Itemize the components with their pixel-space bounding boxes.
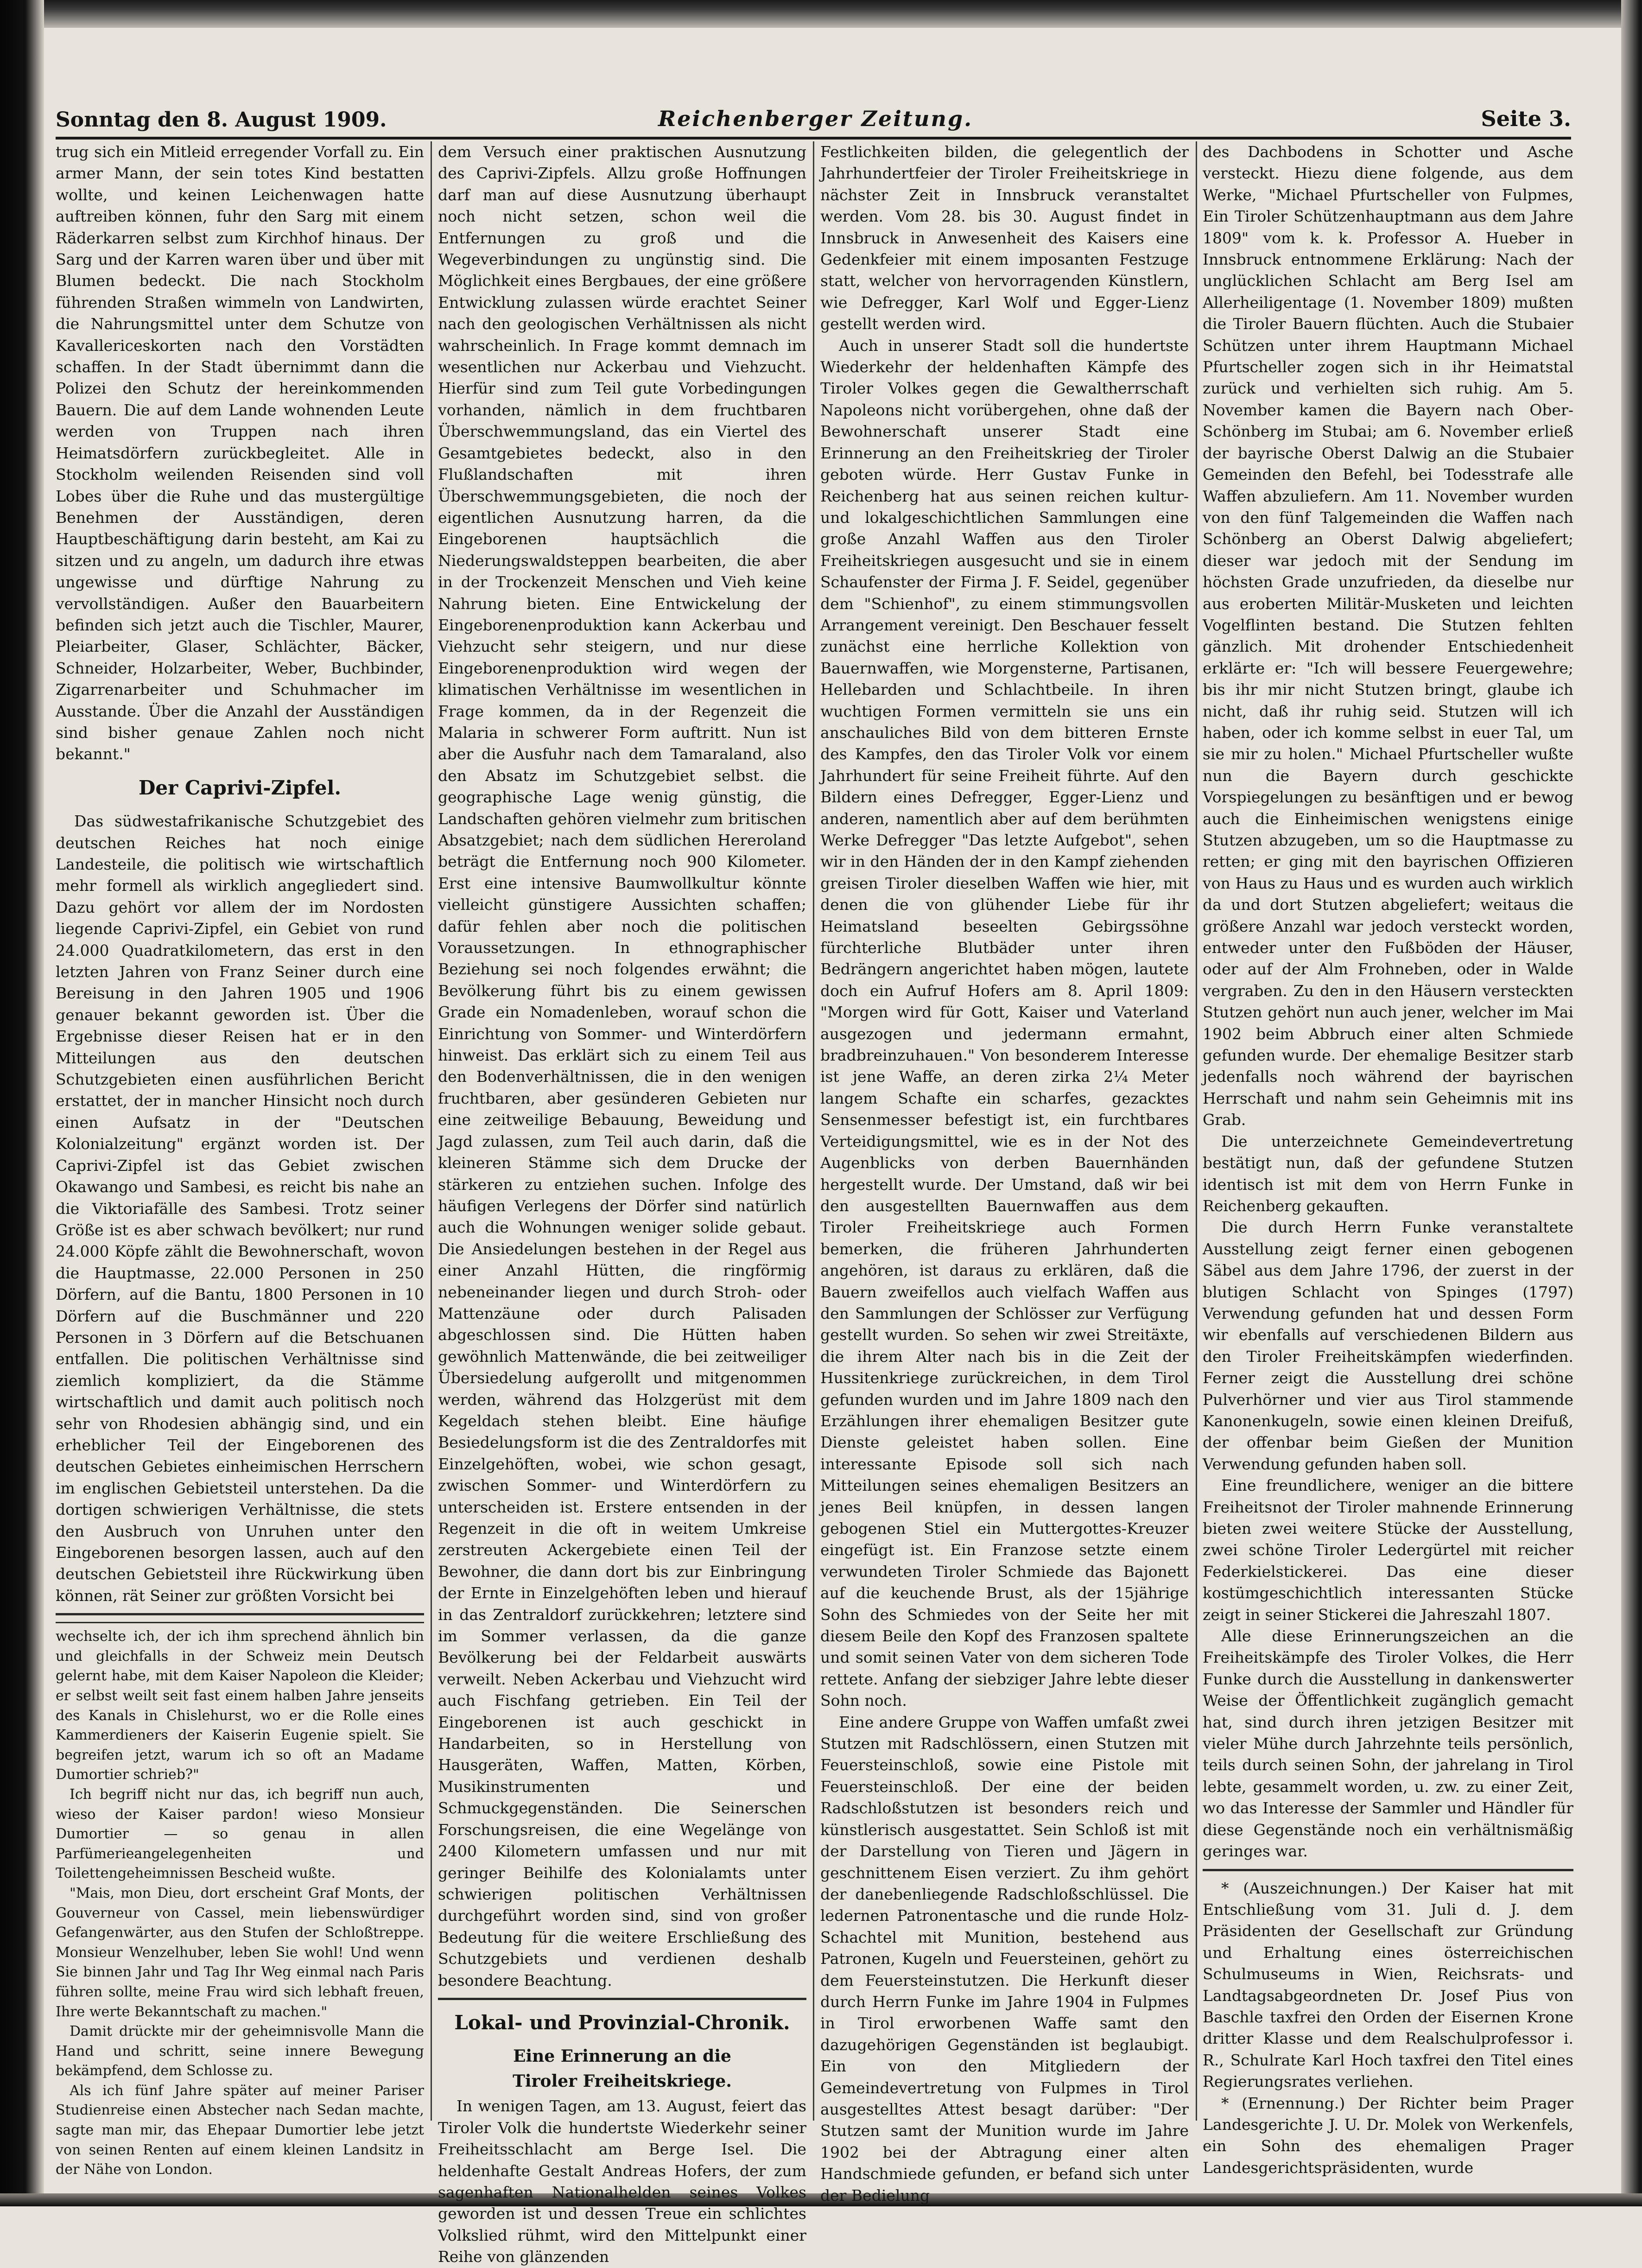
feuilleton-divider xyxy=(56,1613,424,1615)
column-rule xyxy=(813,141,814,2121)
article-paragraph: des Dachbodens in Schotter und Asche versteckt. Hiezu diene folgende, aus dem Werke, "Michael Pfurtscheller von Fulpmes, Ein Tiroler Schützenhauptmann aus dem Jahre 1809" vom k. k. Professor A. Hueber in Innsbruck entnommene Erklärung: Nach der unglücklichen Schlacht am Berg Isel am Allerheiligentage (1. November 1809) mußten die Tiroler Bauern flüchten. Auch die Stubaier Schützen unter ihrem Hauptmann Michael Pfurtscheller zogen sich in ihr Heimatstal zurück und verhielten sich ruhig. Am 5. November kamen die Bayern nach Ober-Schönberg im Stubai; am 6. November erließ der bayrische Oberst Dalwig an die Stubaier Gemeinden den Befehl, bei Todesstrafe alle Waffen abzuliefern. Am 11. November wurden von den fünf Talgemeinden die Waffen nach Schönberg an Oberst Dalwig abgeliefert; dieser war jedoch mit der Sendung im höchsten Grade unzufrieden, da dieselbe nur aus eroberten Militär-Musketen und leichten Vogelflinten bestand. Die Stutzen fehlten gänzlich. Mit drohender Entschiedenheit erklärte er: "Ich will bessere Feuergewehre; bis ihr mir nicht Stutzen bringt, glaube ich nicht, daß ihr ruhig seid. Stutzen will ich haben, oder ich komme selbst in euer Tal, um sie mir zu holen." Michael Pfurtscheller wußte nun die Bayern durch geschickte Vorspiegelungen zu besänftigen und er bewog auch die Einheimischen wenigstens einige Stutzen abzugeben, um so die Hauptmasse zu retten; er ging mit den bayrischen Offizieren von Haus zu Haus und es wurden auch wirklich da und dort Stutzen abgeliefert; weitaus die größere Anzahl war jedoch versteckt worden, entweder unter den Fußböden der Häuser, oder auf der Alm Frohneben, oder in Walde vergraben. Zu den in den Häusern versteckten Stutzen gehört nun auch jener, welcher im Mai 1902 beim Abbruch einer alten Schmiede gefunden wurde. Der ehemalige Besitzer starb jedenfalls noch während der bayrischen Herrschaft und nahm sein Geheimnis mit ins Grab. xyxy=(1203,143,1573,1129)
section-title-chronik: Lokal- und Provinzial-Chronik. xyxy=(454,2011,790,2034)
article-paragraph: Festlichkeiten bilden, die gelegentlich der Jahrhundertfeier der Tiroler Freiheitskriege in nächster Zeit in Innsbruck veranstaltet werden. Vom 28. bis 30. August findet in Innsbruck in Anwesenheit des Kaisers eine Gedenkfeier mit einem imposanten Festzuge statt, welcher von hervorragenden Künstlern, wie Defregger, Karl Wolf und Egger-Lienz gestellt werden wird. xyxy=(820,143,1189,333)
feuilleton-paragraph: wechselte ich, der ich ihm sprechend ähnlich bin und gleichfalls in der Schweiz mein Deutsch gelernt habe, mit dem Kaiser Napoleon die Kleider; er selbst weilt seit fast einem halben Jahre jenseits des Kanals in Chislehurst, wo er die Rolle eines Kammerdieners der Kaiserin Eugenie spielt. Sie begreifen jetzt, warum ich so oft an Madame Dumortier schrieb?" xyxy=(56,1628,424,1783)
article-paragraph: Die unterzeichnete Gemeindevertretung bestätigt nun, daß der gefundene Stutzen identisch ist mit dem von Herrn Funke in Reichenberg gekauften. xyxy=(1203,1132,1573,1215)
feuilleton-divider xyxy=(56,1622,424,1623)
scan-border-top xyxy=(0,0,1642,28)
article-paragraph: Die durch Herrn Funke veranstaltete Ausstellung zeigt ferner einen gebogenen Säbel aus dem Jahre 1796, der zuerst in der blutigen Schlacht von Spinges (1797) Verwendung gefunden hat und dessen Form wir ebenfalls auf verschiedenen Bildern aus den Tiroler Freiheitskämpfen wiederfinden. Ferner zeigt die Ausstellung drei schöne Pulverhörner und vier aus Tirol stammende Kanonenkugeln, sowie einen kleinen Dreifuß, der offenbar beim Gießen der Munition Verwendung gefunden haben soll. xyxy=(1203,1218,1573,1473)
scan-border-left xyxy=(0,0,44,2206)
article-paragraph: Alle diese Erinnerungszeichen an die Freiheitskämpfe des Tiroler Volkes, die Herr Funke durch die Ausstellung in dankenswerter Weise der Öffentlichkeit zugänglich gemacht hat, sind durch ihren jetzigen Besitzer mit vieler Mühe durch Jahrzehnte teils persönlich, teils durch seinen Sohn, der jahrelang in Tirol lebte, gesammelt worden, u. zw. zu einer Zeit, wo das Interesse der Sammler und Händler für diese Gegenstände noch ein verhältnismäßig geringes war. xyxy=(1203,1627,1573,1861)
section-divider xyxy=(1203,1869,1573,1871)
article-paragraph: dem Versuch einer praktischen Ausnutzung des Caprivi-Zipfels. Allzu große Hoffnungen darf man auf diese Ausnutzung überhaupt noch nicht setzen, schon weil die Entfernungen zu groß und die Wegeverbindungen zu ungünstig sind. Die Möglichkeit eines Bergbaues, der eine größere Entwicklung zulassen würde erachtet Seiner nach den geologischen Verhältnissen als nicht wahrscheinlich. In Frage kommt demnach im wesentlichen nur Ackerbau und Viehzucht. Hierfür sind zum Teil gute Vorbedingungen vorhanden, nämlich in dem fruchtbaren Überschwemmungsland, das ein Viertel des Gesamtgebietes bedeckt, also in den Flußlandschaften mit ihren Überschwemmungsgebieten, die noch der eigentlichen Ausnutzung harren, da die Eingeborenen hauptsächlich die Niederungswaldsteppen bearbeiten, die aber in der Trockenzeit Menschen und Vieh keine Nahrung bieten. Eine Entwickelung der Eingeborenenproduktion kann Ackerbau und Viehzucht sehr steigern, und nur diese Eingeborenenproduktion wird wegen der klimatischen Verhältnisse im wesentlichen in Frage kommen, da in der Regenzeit die Malaria in schwerer Form auftritt. Nun ist aber die Ausfuhr nach dem Tamaraland, also den Absatz im Schutzgebiet selbst. die geographische Lage wenig günstig, die Landschaften gehören vielmehr zum britischen Absatzgebiet; nach dem südlichen Hereroland beträgt die Entfernung noch 900 Kilometer. Erst eine intensive Baumwollkultur könnte vielleicht günstigere Aussichten schaffen; dafür fehlen aber noch die politischen Voraussetzungen. In ethnographischer Beziehung sei noch folgendes erwähnt; die Bevölkerung führt bis zu einem gewissen Grade ein Nomadenleben, worauf schon die Einrichtung von Sommer- und Winterdörfern hinweist. Das erklärt sich zu einem Teil aus den Bodenverhältnissen, die in den wenigen fruchtbaren, aber gesünderen Gebieten nur eine zeitweilige Bebauung, Beweidung und Jagd zulassen, zum Teil auch darin, daß die kleineren Stämme sich dem Drucke der stärkeren zu entziehen suchen. Infolge des häufigen Verlegens der Dörfer sind natürlich auch die Wohnungen weniger solide gebaut. Die Ansiedelungen bestehen in der Regel aus einer Anzahl Hütten, die ringförmig nebeneinander liegen und durch Stroh- oder Mattenzäune oder durch Palisaden abgeschlossen sind. Die Hütten haben gewöhnlich Mattenwände, die bei zeitweiliger Übersiedelung aufgerollt und mitgenommen werden, während das Holzgerüst mit dem Kegeldach stehen bleibt. Eine häufige Besiedelungsform ist die des Zentraldorfes mit Einzelgehöften, wobei, wie schon gesagt, zwischen Sommer- und Winterdörfern zu unterscheiden ist. Erstere entsenden in der Regenzeit in die oft in weitem Umkreise zerstreuten Ackergebiete einen Teil der Bewohner, die dann dort bis zur Einbringung der Ernte in Einzelgehöften leben und hierauf in das Zentraldorf zurückkehren; letztere sind im Sommer verlassen, da die ganze Bevölkerung bei der Feldarbeit auswärts verweilt. Neben Ackerbau und Viehzucht wird auch Fischfang getrieben. Ein Teil der Eingeborenen ist auch geschickt in Handarbeiten, so in Herstellung von Hausgeräten, Waffen, Matten, Körben, Musikinstrumenten und Schmuckgegenständen. Die Seinerschen Forschungsreisen, die eine Wegelänge von 2400 Kilometern umfassen und nur mit geringer Beihilfe des Kolonialamts unter schwierigen politischen Verhältnissen durchgeführt worden sind, sind von großer Bedeutung für die weitere Erschließung des Schutzgebiets und verdienen deshalb besondere Beachtung. xyxy=(438,143,806,1989)
feuilleton-paragraph: "Mais, mon Dieu, dort erscheint Graf Monts, der Gouverneur von Cassel, mein liebenswürdiger Gefangenwärter, aus den Stufen der Schloßtreppe. Monsieur Wenzelhuber, leben Sie wohl! Und wenn Sie binnen Jahr und Tag Ihr Weg einmal nach Paris führen sollte, meine Frau wird sich lebhaft freuen, Ihre werte Bekanntschaft zu machen." xyxy=(56,1885,424,2020)
scan-border-right xyxy=(1621,0,1642,2206)
article-paragraph: In wenigen Tagen, am 13. August, feiert das Tiroler Volk die hundertste Wiederkehr seiner Freiheitsschlacht am Berge Isel. Die heldenhafte Gestalt Andreas Hofers, der zum sagenhaften Nationalhelden seines Volkes geworden ist und dessen Treue ein schlichtes Volkslied rühmt, wird den Mittelpunkt einer Reihe von glänzenden xyxy=(438,2097,806,2266)
header-date: Sonntag den 8. August 1909. xyxy=(56,108,387,132)
column-rule xyxy=(1196,141,1197,2121)
news-item: * (Auszeichnungen.) Der Kaiser hat mit Entschließung vom 31. Juli d. J. dem Präsidenten der Gesellschaft zur Gründung und Erhaltung eines österreichischen Schulmuseums in Wien, Reichsrats- und Landtagsabgeordneten Dr. Josef Pius von Baschle taxfrei den Orden der Eisernen Krone dritter Klasse und dem Realschulprofessor i. R., Schulrate Karl Hoch taxfrei den Titel eines Regierungsrates verliehen. xyxy=(1203,1879,1573,2091)
column-3 xyxy=(820,141,1189,2204)
news-item: * (Ernennung.) Der Richter beim Prager Landesgerichte J. U. Dr. Molek von Werkenfels, ein Sohn des ehemaligen Prager Landesgerichtspräsidenten, wurde xyxy=(1203,2094,1573,2177)
article-paragraph: Eine freundlichere, weniger an die bittere Freiheitsnot der Tiroler mahnende Erinnerung bieten zwei weitere Stücke der Ausstellung, zwei schöne Tiroler Ledergürtel mit reicher Federkielstickerei. Das eine dieser kostümgeschichtlich interessanten Stücke zeigt in seiner Stickerei die Jahreszahl 1807. xyxy=(1203,1476,1573,1624)
article-paragraph: Das südwestafrikanische Schutzgebiet des deutschen Reiches hat noch einige Landesteile, die politisch wie wirtschaftlich mehr formell als wirklich angegliedert sind. Dazu gehört vor allem der im Nordosten liegende Caprivi-Zipfel, ein Gebiet von rund 24.000 Quadratkilometern, das erst in den letzten Jahren von Franz Seiner durch eine Bereisung in den Jahren 1905 und 1906 genauer bekannt geworden ist. Über die Ergebnisse dieser Reisen hat er in den Mitteilungen aus den deutschen Schutzgebieten einen ausführlichen Bericht erstattet, der in mancher Hinsicht noch durch einen Aufsatz in der "Deutschen Kolonialzeitung" ergänzt worden ist. Der Caprivi-Zipfel ist das Gebiet zwischen Okawango und Sambesi, es reicht bis nahe an die Viktoriafälle des Sambesi. Trotz seiner Größe ist es aber schwach bevölkert; nur rund 24.000 Köpfe zählt die Bewohnerschaft, wovon die Hauptmasse, 22.000 Personen in 250 Dörfern, auf die Bantu, 1800 Personen in 10 Dörfern auf die Buschmänner und 220 Personen in 3 Dörfern auf die Betschuanen entfallen. Die politischen Verhältnisse sind ziemlich kompliziert, da die Stämme wirtschaftlich und damit auch politisch noch sehr von Rhodesien abhängig sind, und ein erheblicher Teil der Eingeborenen des deutschen Gebietes einheimischen Herrschern im englischen Gebietsteil unterstehen. Da die dortigen schwierigen Verhältnisse, die stets den Ausbruch von Unruhen unter den Eingeborenen besorgen lassen, auch auf den deutschen Gebietsteil ihre Rückwirkung üben können, rät Seiner zur größten Vorsicht bei xyxy=(56,812,424,1605)
page-header xyxy=(56,100,1571,140)
feuilleton-paragraph: Ich begriff nicht nur das, ich begriff nun auch, wieso der Kaiser pardon! wieso Monsieur Dumortier — so genau in allen Parfümerieangelegenheiten und Toilettengeheimnissen Bescheid wußte. xyxy=(56,1786,424,1882)
article-subtitle: Eine Erinnerung an die xyxy=(513,2046,731,2066)
feuilleton-paragraph: Als ich fünf Jahre später auf meiner Pariser Studienreise einen Abstecher nach Sedan machte, sagte man mir, das Ehepaar Dumortier lebe jetzt von seinen Renten auf einem kleinen Landsitz in der Nähe von London. xyxy=(56,2082,424,2178)
article-paragraph: Eine andere Gruppe von Waffen umfaßt zwei Stutzen mit Radschlössern, einen Stutzen mit Feuersteinschloß, sowie eine Pistole mit Feuersteinschloß. Der eine der beiden Radschloßstutzen ist besonders reich und künstlerisch ausgestattet. Sein Schloß ist mit der Darstellung von Tieren und Jägern in geschnittenem Eisen verziert. Zu ihm gehört der danebenliegende Radschloßschlüssel. Die ledernen Patronentasche und die runde Holz-Schachtel mit Munition, bestehend aus Patronen, Kugeln und Feuersteinen, gehört zu dem Feuersteinstutzen. Die Herkunft dieser durch Herrn Funke im Jahre 1904 in Fulpmes in Tirol erworbenen Waffe samt den dazugehörigen Gegenständen ist beglaubigt. Ein von den Mitgliedern der Gemeindevertretung von Fulpmes in Tirol ausgestelltes Attest besagt darüber: "Der Stutzen samt der Munition wurde im Jahre 1902 bei der Abtragung einer alten Handschmiede gefunden, er befand sich unter der Bedielung xyxy=(820,1713,1189,2204)
column-rule xyxy=(431,141,432,2121)
column-4 xyxy=(1203,141,1573,2177)
column-1 xyxy=(56,141,424,2178)
article-paragraph: Auch in unserer Stadt soll die hundertste Wiederkehr der heldenhaften Kämpfe des Tiroler Volkes gegen die Gewaltherrschaft Napoleons nicht vorübergehen, ohne daß der Bewohnerschaft unserer Stadt eine Erinnerung an den Freiheitskrieg der Tiroler geboten würde. Herr Gustav Funke in Reichenberg hat aus seinen reichen kultur- und lokalgeschichtlichen Sammlungen eine große Anzahl Waffen aus den Tiroler Freiheitskriegen ausgesucht und sie in einem Schaufenster der Firma J. F. Seidel, gegenüber dem "Schienhof", zu einem stimmungsvollen Arrangement vereinigt. Den Beschauer fesselt zunächst eine herrliche Kollektion von Bauernwaffen, wie Morgensterne, Partisanen, Hellebarden und Schlachtbeile. In ihren wuchtigen Formen vermitteln sie uns ein anschauliches Bild von dem bitteren Ernste des Kampfes, den das Tiroler Volk vor einem Jahrhundert für seine Freiheit führte. Auf den Bildern eines Defregger, Egger-Lienz und anderen, namentlich aber auf dem berühmten Werke Defregger "Das letzte Aufgebot", sehen wir in den Händen der in den Kampf ziehenden greisen Tiroler dieselben Waffen wie hier, mit denen die von glühender Liebe für ihr Heimatsland beseelten Gebirgssöhne fürchterliche Blutbäder unter ihren Bedrängern angerichtet haben mögen, lautete doch ein Aufruf Hofers am 8. April 1809: "Morgen wird für Gott, Kaiser und Vaterland ausgezogen und jedermann ermahnt, bradbreinzuhauen." Von besonderem Interesse ist jene Waffe, an deren zirka 2¼ Meter langem Schafte ein scharfes, gezacktes Sensenmesser befestigt ist, ein furchtbares Verteidigungsmittel, wie es in der Not des Augenblicks von derben Bauernhänden hergestellt wurde. Der Umstand, daß wir bei den ausgestellten Bauernwaffen aus dem Tiroler Freiheitskriege auch Formen bemerken, die früheren Jahrhunderten angehören, ist daraus zu erklären, daß die Bauern zweifellos auch vielfach Waffen aus den Sammlungen der Schlösser zur Verfügung gestellt wurden. So sehen wir zwei Streitäxte, die ihrem Alter nach bis in die Zeit der Hussitenkriege zurückreichen, in dem Tirol gefunden wurden und im Jahre 1809 nach den Erzählungen ihrer ehemaligen Besitzer gute Dienste geleistet haben sollen. Eine interessante Episode soll sich nach Mitteilungen seines ehemaligen Besitzers an jenes Beil knüpfen, in dessen langen gebogenen Stiel ein Muttergottes-Kreuzer eingefügt ist. Ein Franzose setzte einem verwundeten Tiroler Schmiede das Bajonett auf die keuchende Brust, als der 15jährige Sohn des Schmiedes von der Seite her mit diesem Beile den Kopf des Franzosen spaltete und somit seinen Vater von dem sicheren Tode rettete. Anfang der siebziger Jahre lebte dieser Sohn noch. xyxy=(820,336,1189,1710)
page-number: Seite 3. xyxy=(1481,106,1571,131)
article-title-caprivi: Der Caprivi-Zipfel. xyxy=(138,776,342,799)
article-subtitle: Tiroler Freiheitskriege. xyxy=(513,2071,732,2091)
article-paragraph: trug sich ein Mitleid erregender Vorfall zu. Ein armer Mann, der sein totes Kind bestatten wollte, und keinen Leichenwagen hatte auftreiben können, fuhr den Sarg mit einem Räderkarren selbst zum Kirchhof hinaus. Der Sarg und der Karren waren über und über mit Blumen bedeckt. Die nach Stockholm führenden Straßen wimmeln von Landwirten, die Nahrungsmittel unter dem Schutze von Kavallericeskorten nach den Vorstädten schaffen. In der Stadt übernimmt dann die Polizei den Schutz der hereinkommenden Bauern. Die auf dem Lande wohnenden Leute werden von Truppen nach ihren Heimatsdörfern zurückbegleitet. Alle in Stockholm weilenden Reisenden sind voll Lobes über die Ruhe und das mustergültige Benehmen der Ausständigen, deren Hauptbeschäftigung darin besteht, am Kai zu sitzen und zu angeln, um dadurch ihre etwas ungewisse und dürftige Nahrung zu vervollständigen. Außer den Bauarbeitern befinden sich jetzt auch die Tischler, Maurer, Pleiarbeiter, Glaser, Schlächter, Bäcker, Schneider, Holzarbeiter, Weber, Buchbinder, Zigarrenarbeiter und Schuhmacher im Ausstande. Über die Anzahl der Ausständigen sind bisher genaue Zahlen noch nicht bekannt." xyxy=(56,143,424,763)
section-divider xyxy=(438,1998,806,2000)
feuilleton-section xyxy=(56,1627,424,2180)
masthead: Reichenberger Zeitung. xyxy=(658,106,973,131)
feuilleton-paragraph: Damit drückte mir der geheimnisvolle Mann die Hand und schritt, seine innere Bewegung bekämpfend, dem Schlosse zu. xyxy=(56,2023,424,2079)
column-2 xyxy=(438,141,806,2266)
